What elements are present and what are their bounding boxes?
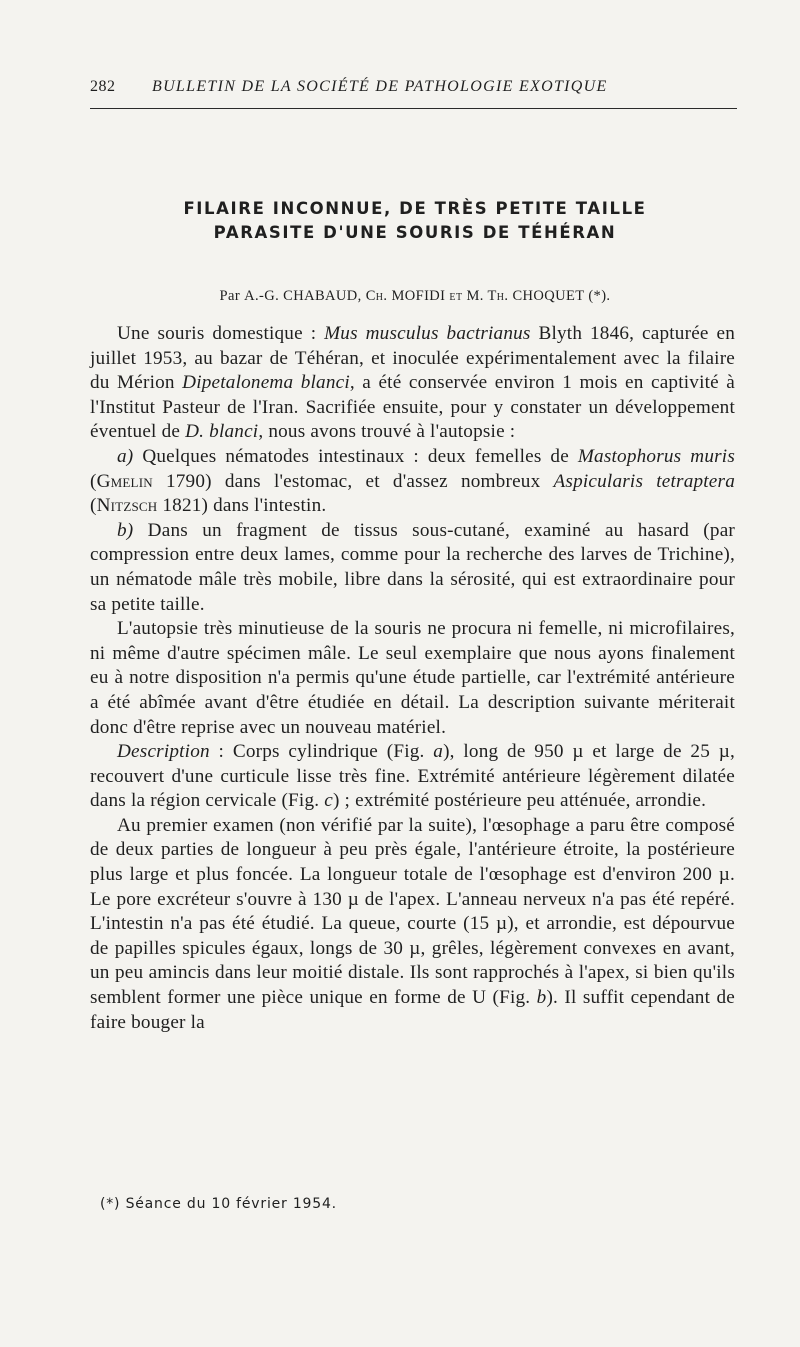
species-name: Mus musculus bactrianus bbox=[324, 323, 531, 344]
text-run: ( bbox=[90, 470, 97, 492]
figure-ref: b bbox=[536, 987, 547, 1009]
list-marker: b) bbox=[117, 519, 134, 541]
text-run: ( bbox=[90, 495, 97, 517]
paragraph-1 bbox=[90, 322, 735, 445]
text-run: Une souris domestique : bbox=[117, 323, 325, 344]
paragraph-3 bbox=[90, 519, 735, 617]
footnote: (*) Séance du 10 février 1954. bbox=[100, 1196, 337, 1212]
paragraph-2 bbox=[90, 445, 735, 519]
section-label: Description bbox=[117, 741, 210, 763]
text-run: Quelques nématodes intestinaux : deux femelles de bbox=[133, 445, 578, 467]
text-run: ). Il suffit cependant de faire bouger la bbox=[90, 987, 735, 1033]
text-run: , nous avons trouvé à l'autopsie : bbox=[258, 421, 516, 443]
text-run: : Corps cylindrique (Fig. bbox=[209, 741, 434, 763]
byline-prefix: Par bbox=[219, 288, 241, 304]
list-marker: a) bbox=[117, 445, 134, 467]
figure-ref: c bbox=[324, 790, 333, 812]
running-header bbox=[90, 78, 740, 102]
text-run: Blyth 1846, capturée en juillet 1953, au bazar de Téhéran, et inoculée expérimentalement avec la filaire du Mérion bbox=[90, 323, 736, 394]
text-run: 1790) dans l'estomac, et d'assez nombreux bbox=[152, 470, 554, 492]
species-name: Mastophorus muris bbox=[577, 445, 735, 467]
species-name: D. blanci bbox=[185, 421, 259, 443]
article-title-line-1: FILAIRE INCONNUE, DE TRÈS PETITE TAILLE bbox=[183, 199, 647, 218]
author-names: A.-G. CHABAUD, Ch. MOFIDI et M. Th. CHOQUET (*). bbox=[244, 288, 611, 304]
text-run: 1821) dans l'intestin. bbox=[157, 495, 327, 517]
paragraph-4 bbox=[90, 617, 735, 740]
text-run: , a été conservée environ 1 mois en captivité à l'Institut Pasteur de l'Iran. Sacrifiée ensuite, pour y constater un développement éventuel de bbox=[90, 372, 735, 443]
text-run: ) ; extrémité postérieure peu atténuée, arrondie. bbox=[332, 790, 707, 812]
header-rule bbox=[90, 108, 737, 109]
article-title-line-2: PARASITE D'UNE SOURIS DE TÉHÉRAN bbox=[213, 223, 617, 242]
article-title bbox=[90, 197, 740, 245]
text-run: L'autopsie très minutieuse de la souris ne procura ni femelle, ni microfilaires, ni même d'autre spécimen mâle. Le seul exemplaire que nous ayons finalement eu à notre disposition n'a permis qu'une étude partielle, car l'extrémité antérieure a été abîmée avant d'être étudiée en détail. La description suivante mériterait donc d'être reprise avec un nouveau matériel. bbox=[90, 618, 735, 738]
author-citation: Gmelin bbox=[96, 470, 153, 492]
text-run: ), long de 950 µ et large de 25 µ, recouvert d'une curticule lisse très fine. Extrémité antérieure légèrement dilatée dans la région cervicale (Fig. bbox=[90, 741, 735, 812]
species-name: Dipetalonema blanci bbox=[182, 372, 350, 394]
text-run: Dans un fragment de tissus sous-cutané, examiné au hasard (par compression entre deux lames, comme pour la recherche des larves de Trichine), un nématode mâle très mobile, libre dans la sérosité, qui est extraordinaire pour sa petite taille. bbox=[90, 519, 735, 615]
page-number: 282 bbox=[90, 78, 116, 95]
article-body bbox=[90, 322, 735, 1035]
journal-running-title: BULLETIN DE LA SOCIÉTÉ DE PATHOLOGIE EXOTIQUE bbox=[152, 78, 608, 95]
paragraph-6 bbox=[90, 814, 735, 1035]
author-citation: Nitzsch bbox=[96, 495, 158, 517]
author-byline bbox=[90, 288, 740, 305]
species-name: Aspicularis tetraptera bbox=[553, 470, 735, 492]
text-run: Au premier examen (non vérifié par la suite), l'œsophage a paru être composé de deux parties de longueur à peu près égale, l'antérieure étroite, la postérieure plus large et plus foncée. La longueur totale de l'œsophage est d'environ 200 µ. Le pore excréteur s'ouvre à 130 µ de l'apex. L'anneau nerveux n'a pas été repéré. L'intestin n'a pas été étudié. La queue, courte (15 µ), et arrondie, est dépourvue de papilles spicules égaux, longs de 30 µ, grêles, légèrement convexes en avant, un peu amincis dans leur moitié distale. Ils sont rapprochés à l'apex, si bien qu'ils semblent former une pièce unique en forme de U (Fig. bbox=[90, 814, 735, 1009]
paragraph-5 bbox=[90, 740, 735, 814]
figure-ref: a bbox=[433, 741, 444, 763]
